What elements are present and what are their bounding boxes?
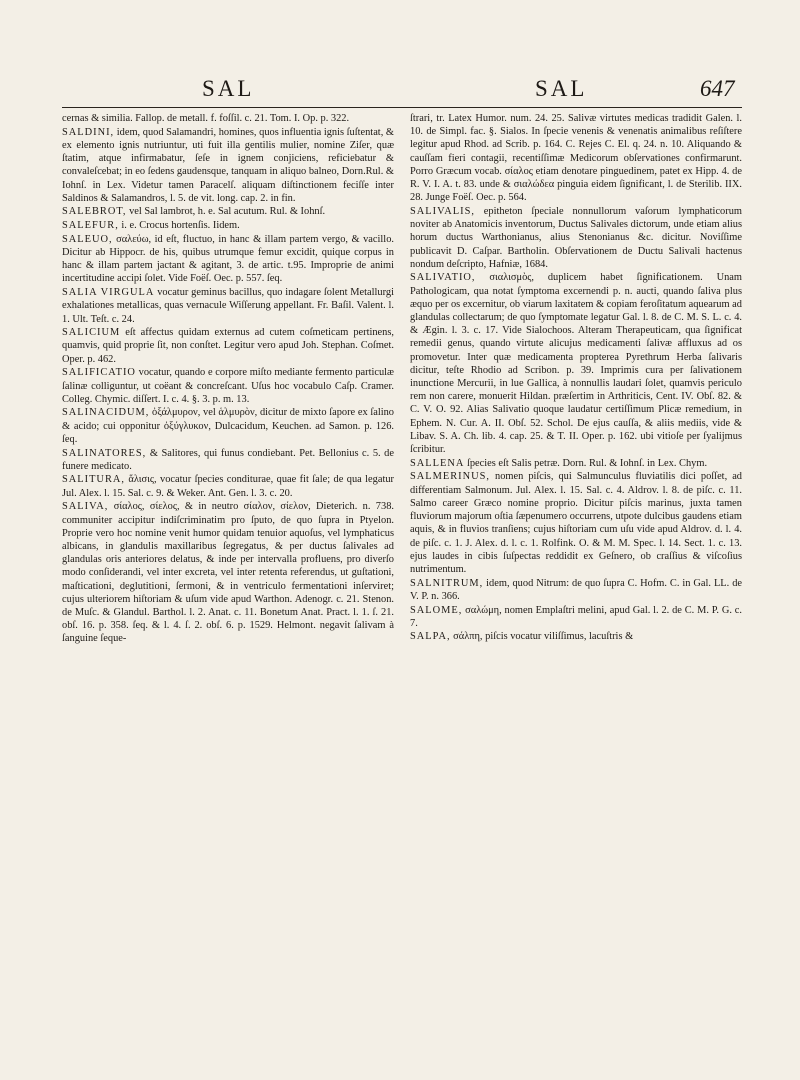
- entry-text: cernas & similia. Fallop. de metall. f. foſſil. c. 21. Tom. I. Op. p. 322.: [62, 113, 350, 124]
- entry-headword: SALOME,: [410, 604, 463, 616]
- entry-headword: SALIVALIS,: [410, 205, 475, 217]
- entry-text: ſpecies eſt Salis petræ. Dorn. Rul. & Iohnſ. in Lex. Chym.: [464, 457, 708, 469]
- dictionary-entry: [410, 604, 742, 630]
- dictionary-entry: [410, 271, 742, 456]
- entry-text: idem, quod Salamandri, homines, quos influentia ignis ſuſtentat, & ex elemento ignis nutriuntur, uti fuit illa gentilis mulier, nomine Ziſer, quæ ſtatim, atque infirmabatur, ſeſe in ignem conjiciens, reficiebatur & convaleſcebat; in eo ſedens gaudensque, tanquam in aliquo balneo, Dorn.Rul. & Iohnſ. in Lex. Videtur tamen Paracelſ. aliquam diſtinctionem feciſſe inter Saldinos & Salamandros, l. 5. de vit. long. cap. 2. in fin.: [62, 126, 394, 204]
- dictionary-entry: [410, 577, 742, 603]
- entry-text: epitheton ſpeciale nonnullorum vaſorum lymphaticorum noviter ab Anatomicis inventorum, Ductus Salivales dictorum, unde etiam alius horum ductus Warthonianus, alius Stenonianus &c. dicitur. Noviſſime publicavit D. Caſpar. Bartholin. Obſervationem de Ductu Salivali hactenus nondum deſcripto, Hafniæ, 1684.: [410, 205, 742, 270]
- entry-text: ὀξάλμυρον, vel ἁλμυρὸν, dicitur de mixto ſapore ex ſalino & acido; cui opponitur ὀξύγλυκον, Dulcacidum, Keuchen. ad Samon. p. 126. ſeq.: [62, 407, 394, 445]
- running-head-left: SAL: [202, 76, 255, 101]
- entry-text: i. e. Crocus hortenſis. Iidem.: [118, 220, 240, 232]
- dictionary-entry: [62, 500, 394, 645]
- entry-text: σαλεύω, id eſt, fluctuo, in hanc & illam partem vergo, & vacillo. Dicitur ab Hippocr. de his, quibus utrumque femur excidit, quique corpus in hanc & illam partem jactant & agitant, 3. de artic. t.95. Improprie de animi incertitudine accipi ſolet. Vide Foëſ. Oec. p. 557. ſeq.: [62, 233, 394, 285]
- entry-text: σίαλος, σίελος, & in neutro σίαλον, σίελον, Dieterich. n. 738. communiter accipitur indiſcriminatim pro ſputo, de quo ſupra in Ptyelon. Proprie vero hoc nomine venit humor quidam tenuior aquoſus, vel lymphaticus albicans, in glandulis maxillaribus ſegregatus, & per ductus ſalivales ad glandulas oris anteriores delatus, & inde per intervalla profluens, pro diverſo modo conſiderandi, vel inter excreta, vel inter retenta referendus, ut guſtationi, maſticationi, deglutitioni, ſermoni, & in ventriculo fermentationi inſerviret; cujus ulteriorem hiſtoriam & uſum vide apud Warthon. Adenogr. c. 21. Stenon. de Muſc. & Glandul. Barthol. l. 2. Anat. c. 11. Bonetum Anat. Pract. l. 1. ſ. 21. obſ. 16. p. 358. ſeq. & l. 4. ſ. 2. obſ. 6. p. 1529. Helmont. negavit ſalivam à ſanguine ſeque-: [62, 501, 394, 645]
- entry-text: ἅλισις, vocatur ſpecies conditurae, quae fit ſale; de qua legatur Jul. Alex. l. 15. Sal. c. 9. & Weker. Ant. Gen. l. 3. c. 20.: [62, 474, 394, 499]
- entry-headword: SALEUO,: [62, 233, 113, 245]
- entry-headword: SALIVATIO,: [410, 272, 476, 284]
- dictionary-entry: [62, 126, 394, 205]
- left-column: [62, 112, 394, 1052]
- entry-text: eſt affectus quidam externus ad cutem coſmeticam pertinens, quamvis, quid proprie ſit, non conſtet. Legitur vero apud Joh. Stephan. Coſmet. Oper. p. 462.: [62, 327, 394, 365]
- entry-text: idem, quod Nitrum: de quo ſupra C. Hofm. C. in Gal. LL. de V. P. n. 366.: [410, 577, 742, 602]
- dictionary-entry: [62, 406, 394, 446]
- entry-headword: SALIA VIRGULA: [62, 287, 155, 299]
- dictionary-entry: [62, 219, 394, 232]
- entry-headword: SALNITRUM,: [410, 577, 484, 589]
- page-header: [0, 76, 800, 102]
- entry-headword: SALICIUM: [62, 327, 121, 339]
- entry-text: vocatur geminus bacillus, quo indagare ſolent Metallurgi exhalationes metallicas, quas vernacule Wiſſerung appellant. Fr. Baſil. Valent. l. 1. Ult. Teſt. c. 24.: [62, 287, 394, 325]
- entry-headword: SALMERINUS,: [410, 471, 490, 483]
- dictionary-entry: [410, 205, 742, 271]
- entry-headword: SALIVA,: [62, 501, 109, 513]
- entry-headword: SALLENA: [410, 457, 465, 469]
- entry-text: σιαλισμὸς, duplicem habet ſignificationem. Unam Pathologicam, qua notat ſymptoma excernendi p. n. aucti, quando ſaliva plus æquo per os excernitur, ob viarum laxitatem & copiam feroſitatum aquearum ad glandulas collectarum; de quo ſymptomate legatur Gal. l. 8. de C. M. S. L. c. 4. & Ægin. l. 3. c. 17. Vide Sialochoos. Alteram Therapeuticam, qua ſignificat remedii genus, quando virtute alicujus medicamenti ſalivæ affluxus ad os promovetur. Inter quæ medicamenta propterea Pyrethrum Herba ſalivaris dicitur, teſte Rhodio ad Scribon. p. 39. Imprimis cura per ſalivationem inunctione Mercurii, in lue Gallica, à nonnullis laudari ſolet, quamvis periculo rem non carere, monuerit Hildan. præſertim in Arthriticis, Cent. IV. Obſ. 82. & C. V. O. 92. Alias Salivatio quoque laudatur certiſſimum Plicæ remedium, in Ephem. N. Cur. A. II. Obſ. 52. Schol. De ejus cauſſa, & aliis mediis, vide & Libav. S. A. Ch. lib. 4. cap. 25. & T. II. Oper. p. 162. ubi vitioſe per ſyalijmus ſcribitur.: [410, 272, 742, 456]
- dictionary-entry: [62, 366, 394, 406]
- entry-headword: SALINATORES,: [62, 447, 147, 459]
- page-number: 647: [700, 76, 735, 101]
- dictionary-entry: [410, 112, 742, 204]
- entry-headword: SALITURA,: [62, 474, 125, 486]
- running-head-right: SAL: [535, 76, 588, 101]
- dictionary-entry: [62, 112, 394, 125]
- header-rule: [62, 107, 742, 108]
- dictionary-entry: [410, 630, 742, 643]
- dictionary-entry: [62, 286, 394, 326]
- entry-headword: SALDINI,: [62, 126, 115, 138]
- entry-text: & Salitores, qui funus condiebant. Pet. Bellonius c. 5. de funere medicato.: [62, 447, 394, 472]
- dictionary-entry: [62, 473, 394, 499]
- entry-headword: SALEFUR,: [62, 220, 119, 232]
- entry-headword: SALPA,: [410, 631, 451, 643]
- dictionary-entry: [410, 457, 742, 470]
- dictionary-entry: [62, 233, 394, 286]
- entry-text: vel Sal lambrot, h. e. Sal acutum. Rul. & Iohnſ.: [126, 206, 326, 218]
- entry-headword: SALIFICATIO: [62, 367, 136, 379]
- dictionary-entry: [62, 447, 394, 473]
- dictionary-entry: [62, 205, 394, 218]
- entry-headword: SALEBROT,: [62, 206, 127, 218]
- dictionary-entry: [410, 470, 742, 576]
- entry-text: σάλπη, piſcis vocatur viliſſimus, lacuſtris &: [450, 631, 634, 643]
- entry-text: ſtrari, tr. Latex Humor. num. 24. 25. Salivæ virtutes medicas tradidit Galen. l. 10. de Simpl. fac. §. Sialos. In ſpecie venenis & venenatis animalibus reſiſtere legitur apud Rhod. ad Scrib. p. 164. C. Rejes C. El. q. 24. n. 10. Aliquando & cauſſam fieri contagii, recentiſſimæ Medicorum obſervationes confirmarunt. Porro Græcum vocab. σίαλος etiam denotare pinguedinem, patet ex Hipp. 4. de R. V. I. A. t. 83. unde & σιαλώδεα pinguia eidem ſignificant, l. de Sterilib. IIX. 28. Junge Foëſ. Oec. p. 564.: [410, 113, 742, 204]
- entry-headword: SALINACIDUM,: [62, 407, 150, 419]
- dictionary-entry: [62, 326, 394, 366]
- right-column: [410, 112, 742, 1052]
- entry-text: nomen piſcis, qui Salmunculus fluviatilis dici poſſet, ad differentiam Salmonum. Jul. Alex. l. 15. Sal. c. 4. Aldrov. l. 8. de piſc. c. 11. Salmo career Græco nomine proprio. Dicitur piſcis marinus, juxta tamen fluviorum majorum oſtia ſæpenumero occurrens, utpote dulcibus gaudens etiam aquis, & in fluvios tranſiens; cujus hiſtoriam cum uſu vide apud Aldrov. d. l. 4. de piſc. c. 1. J. Alex. d. l. c. 1. Rolfink. O. & M. M. Spec. l. 14. Sect. 1. c. 13. ejus laudes in cibis ſuſpectas reddidit ex Geſnero, ob craſſius & viſcoſius nutrimentum.: [410, 471, 742, 575]
- entry-text: σαλώμη, nomen Emplaſtri melini, apud Gal. l. 2. de C. M. P. G. c. 7.: [410, 604, 742, 629]
- entry-text: vocatur, quando e corpore miſto mediante fermento particulæ ſalinæ colliguntur, ut coëant & concreſcant. Uſus hoc vocabulo Caſp. Cramer. Colleg. Chymic. diſſert. I. c. 4. §. 3. p. m. 13.: [62, 367, 394, 405]
